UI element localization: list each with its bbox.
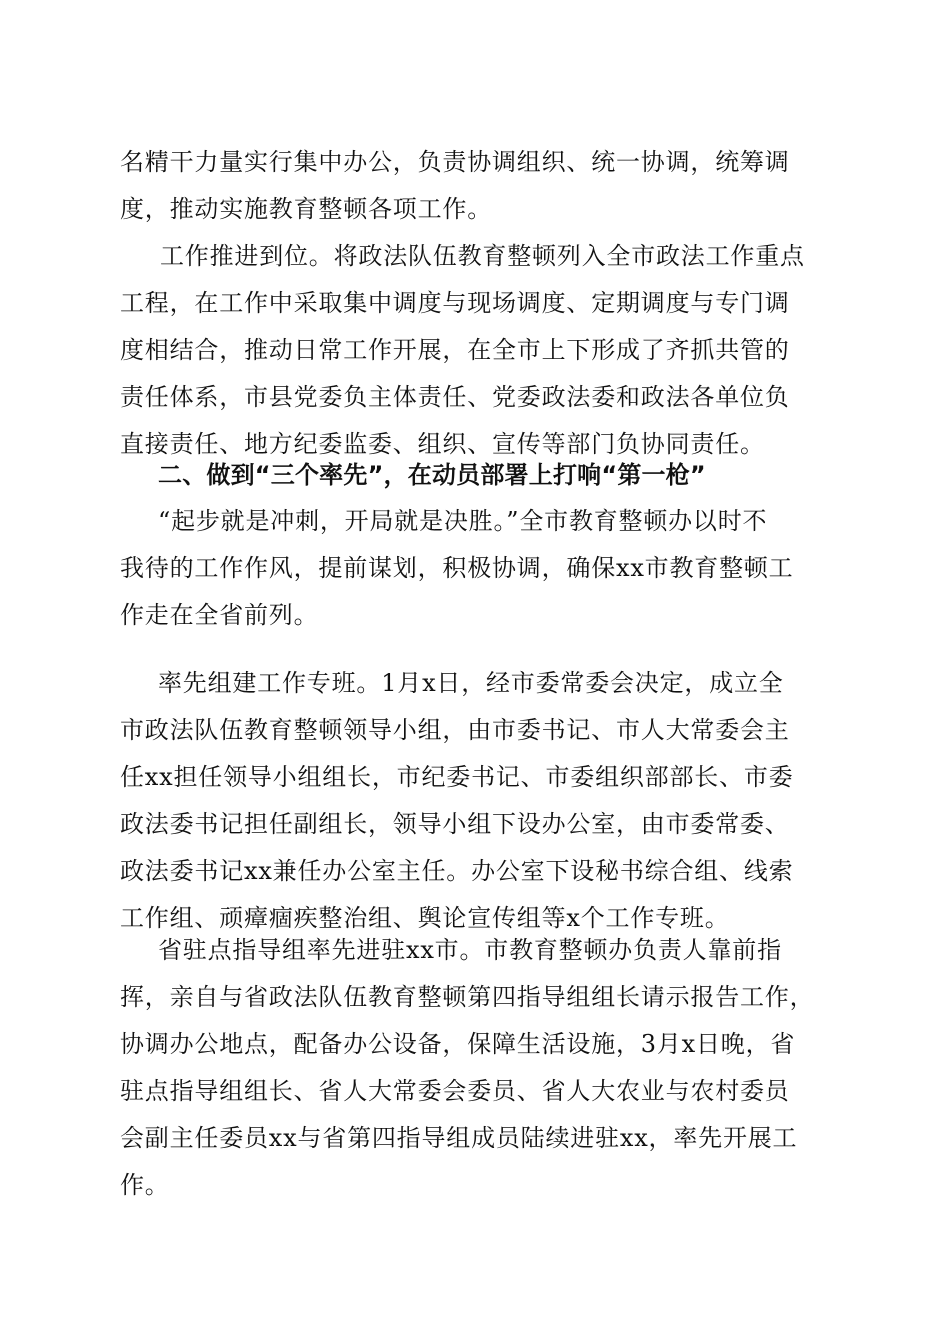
text-line: 作。: [120, 1171, 170, 1199]
text-line: 工程，在工作中采取集中调度与现场调度、定期调度与专门调: [120, 289, 790, 317]
text-line: 责任体系，市县党委负主体责任、党委政法委和政法各单位负: [120, 383, 790, 411]
text-line: 工作组、顽瘴痼疾整治组、舆论宣传组等x个工作专班。: [120, 904, 730, 932]
text-line: 作走在全省前列。: [120, 601, 319, 629]
text-line: 挥，亲自与省政法队伍教育整顿第四指导组组长请示报告工作，: [120, 983, 815, 1011]
text-line: 直接责任、地方纪委监委、组织、宣传等部门负协同责任。: [120, 430, 765, 458]
text-line: 会副主任委员xx与省第四指导组成员陆续进驻xx，率先开展工: [120, 1124, 798, 1152]
text-line: 度，推动实施教育整顿各项工作。: [120, 195, 492, 223]
paragraph-start: “起步就是冲刺，开局就是决胜。”全市教育整顿办以时不: [158, 507, 768, 535]
text-line: 任xx担任领导小组组长，市纪委书记、市委组织部部长、市委: [120, 763, 794, 791]
text-line: 政法委书记xx兼任办公室主任。办公室下设秘书综合组、线索: [120, 857, 794, 885]
text-line: 政法委书记担任副组长，领导小组下设办公室，由市委常委、: [120, 810, 790, 838]
paragraph-start: 省驻点指导组率先进驻xx市。市教育整顿办负责人靠前指: [158, 936, 782, 964]
paragraph-start: 工作推进到位。将政法队伍教育整顿列入全市政法工作重点: [160, 242, 805, 270]
text-line: 度相结合，推动日常工作开展，在全市上下形成了齐抓共管的: [120, 336, 790, 364]
text-line: 协调办公地点，配备办公设备，保障生活设施，3月x日晚，省: [120, 1030, 796, 1058]
text-line: 我待的工作作风，提前谋划，积极协调，确保xx市教育整顿工: [120, 554, 794, 582]
text-line: 驻点指导组组长、省人大常委会委员、省人大农业与农村委员: [120, 1077, 790, 1105]
paragraph-start: 率先组建工作专班。1月x日，经市委常委会决定，成立全: [158, 669, 784, 697]
section-heading: 二、做到“三个率先”，在动员部署上打响“第一枪”: [158, 461, 706, 489]
text-line: 名精干力量实行集中办公，负责协调组织、统一协调，统筹调: [120, 148, 790, 176]
text-line: 市政法队伍教育整顿领导小组，由市委书记、市人大常委会主: [120, 716, 790, 744]
